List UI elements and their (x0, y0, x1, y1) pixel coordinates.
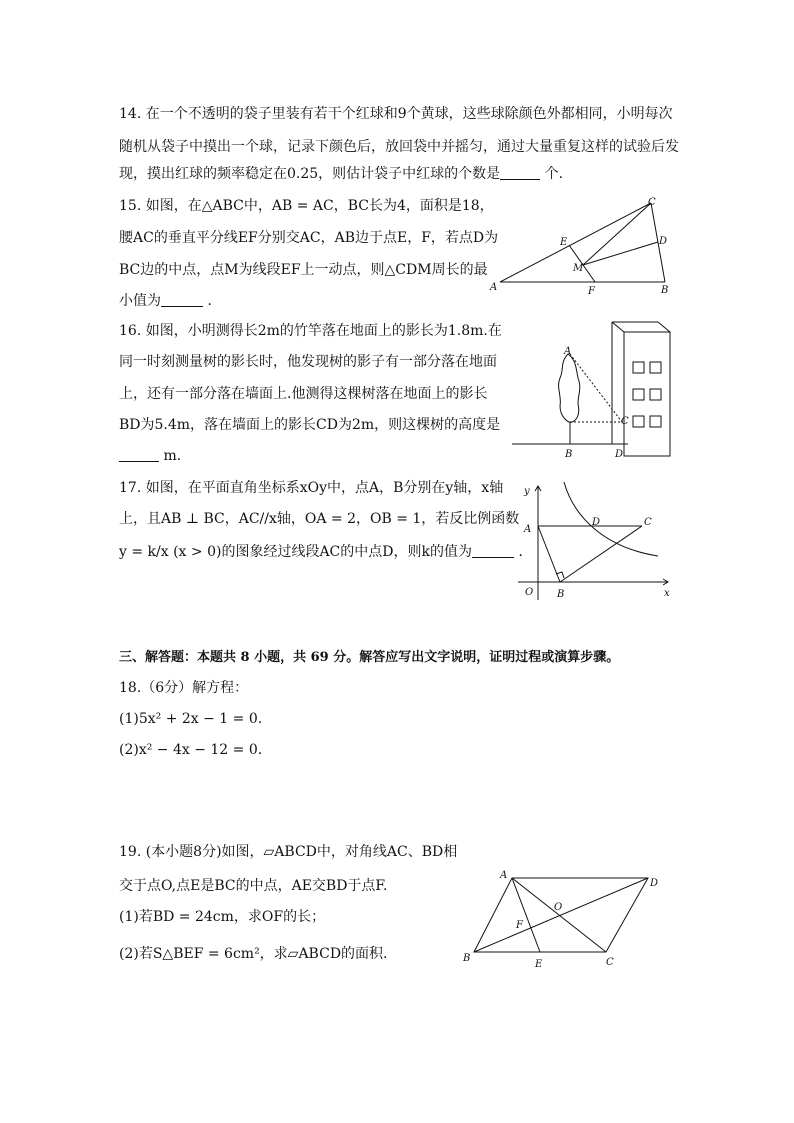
q15-line-4-text: 小值为 (119, 293, 161, 309)
q19-line-2: 交于点O,点E是BC的中点，AE交BD于点F. (119, 878, 388, 894)
label-a: A (500, 870, 508, 881)
q14-line-2: 随机从袋子中摸出一个球，记录下颜色后，放回袋中并摇匀，通过大量重复这样的试验后发 (119, 139, 679, 155)
answer-blank (161, 292, 203, 307)
label-c: C (621, 416, 629, 427)
q15-line-1: 15. 如图，在△ABC中，AB = AC，BC长为4，面积是18， (119, 198, 494, 214)
label-m: M (573, 263, 584, 274)
q16-line-1: 16. 如图，小明测得长2m的竹竿落在地面上的影长为1.8m.在 (119, 323, 502, 339)
q19-line-1: 19. (本小题8分)如图，▱ABCD中，对角线AC、BD相 (119, 844, 458, 860)
q15-line-3: BC边的中点，点M为线段EF上一动点，则△CDM周长的最 (119, 262, 488, 278)
label-e: E (560, 237, 568, 248)
q15-line-4 (119, 291, 221, 311)
q18-part-2: (2)x² − 4x − 12 = 0. (119, 742, 263, 758)
q18-part-1: (1)5x² + 2x − 1 = 0. (119, 711, 263, 727)
q14-line-3-end: 个. (544, 166, 564, 182)
q19-part-1: (1)若BD = 24cm，求OF的长； (119, 909, 326, 925)
q15-line-2: 腰AC的垂直平分线EF分别交AC，AB边于点E，F，若点D为 (119, 230, 499, 246)
q17-line-3 (119, 542, 532, 562)
label-a: A (490, 282, 498, 293)
label-e: E (535, 959, 543, 970)
q15-line-4-end: ． (207, 293, 222, 309)
q16-line-5 (119, 446, 181, 466)
q17-line-1: 17. 如图，在平面直角坐标系xOy中，点A，B分别在y轴，x轴 (119, 480, 504, 496)
label-d: D (615, 449, 624, 460)
q18-title: 18.（6分）解方程： (119, 680, 249, 696)
q16-line-4: BD为5.4m，落在墙面上的影长CD为2m，则这棵树的高度是 (119, 417, 501, 433)
label-c: C (606, 957, 614, 968)
section-heading: 三、解答题：本题共 8 小题，共 69 分。解答应写出文字说明，证明过程或演算步骤。 (119, 650, 620, 665)
q14-line-3-text: 现，摸出红球的频率稳定在0.25，则估计袋子中红球的个数是 (119, 166, 501, 182)
q16-tree-building-figure (508, 318, 678, 463)
answer-blank (472, 543, 514, 558)
q14-line-3 (119, 164, 563, 184)
label-a: A (564, 346, 572, 357)
label-o: O (554, 902, 563, 913)
q16-line-2: 同一时刻测量树的影长时，他发现树的影子有一部分落在地面 (119, 354, 497, 370)
label-b: B (565, 449, 573, 460)
label-f: F (588, 286, 595, 297)
q19-parallelogram-figure (458, 866, 668, 972)
q17-coordinate-figure (516, 478, 676, 602)
label-y-axis: y (524, 486, 530, 497)
q19-part-2: (2)若S△BEF = 6cm²，求▱ABCD的面积. (119, 946, 388, 962)
label-x-axis: x (664, 588, 670, 599)
label-o: O (525, 587, 534, 598)
label-d: D (592, 517, 601, 528)
label-c: C (648, 197, 656, 208)
q16-line-5-end: m. (163, 448, 182, 464)
answer-blank (500, 165, 540, 180)
q17-line-3-end: ． (518, 544, 533, 560)
label-d: D (650, 878, 659, 889)
label-a: A (524, 524, 532, 535)
q17-line-2: 上，且AB ⊥ BC，AC//x轴，OA = 2，OB = 1，若反比例函数 (119, 511, 520, 527)
q17-line-3-text: y = k/x (x > 0)的图象经过线段AC的中点D，则k的值为 (119, 544, 472, 560)
q16-line-3: 上，还有一部分落在墙面上.他测得这棵树落在地面上的影长 (119, 386, 488, 402)
label-b: B (463, 953, 471, 964)
label-f: F (516, 920, 523, 931)
label-b: B (661, 285, 669, 296)
label-b: B (557, 589, 565, 600)
label-d: D (659, 236, 668, 247)
q15-triangle-figure (488, 195, 678, 299)
answer-blank (119, 447, 159, 462)
label-c: C (644, 517, 652, 528)
q14-line-1: 14. 在一个不透明的袋子里装有若干个红球和9个黄球，这些球除颜色外都相同，小明每次 (119, 106, 673, 122)
